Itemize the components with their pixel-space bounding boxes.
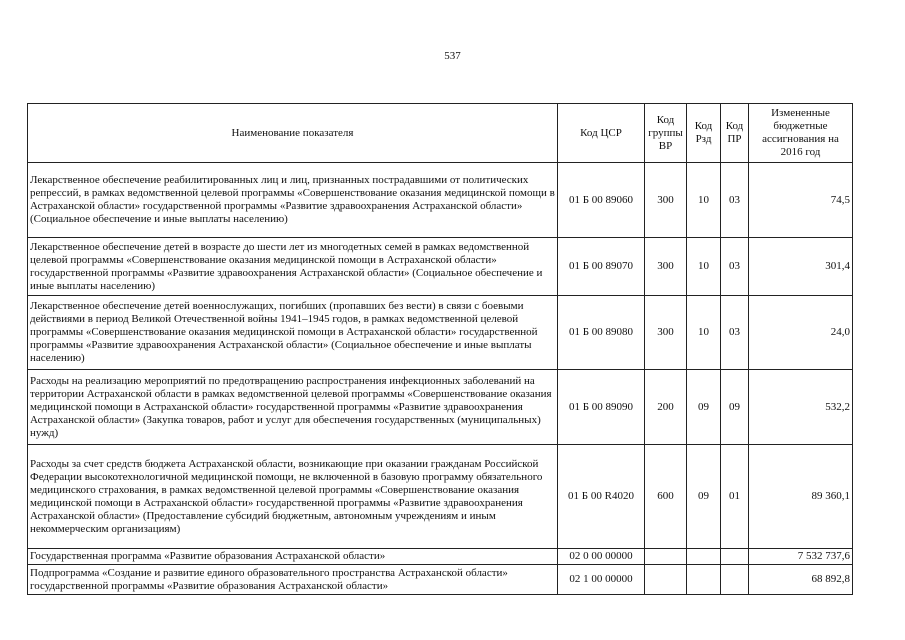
- row-csr: 02 1 00 00000: [558, 565, 645, 595]
- row-amount: 7 532 737,6: [749, 549, 853, 565]
- row-name: Лекарственное обеспечение детей в возрасте до шести лет из многодетных семей в рамках ведомственной целевой программы «Совершенствование оказания медицинской помощи в Астраханской области» государственной программы «Развитие здравоохранения Астраханской области» (Социальное обеспечение и иные выплаты населению): [28, 238, 558, 296]
- row-pr: [721, 565, 749, 595]
- row-name: Расходы за счет средств бюджета Астраханской области, возникающие при оказании гражданам Российской Федерации высокотехнологичной медицинской помощи, не включенной в базовую программу обязательного медицинского страхования, в рамках ведомственной целевой программы «Совершенствование оказания медицинской помощи в Астраханской области» государственной программы «Развитие здравоохранения Астраханской области» (Предоставление субсидий бюджетным, автономным учреждениям и иным некоммерческим организациям): [28, 445, 558, 549]
- header-rzd: Код Рзд: [687, 104, 721, 163]
- table-row: [28, 370, 853, 445]
- row-rzd: 09: [687, 445, 721, 549]
- row-csr: 01 Б 00 R4020: [558, 445, 645, 549]
- row-vr: [645, 565, 687, 595]
- table-row: [28, 163, 853, 238]
- row-name: Расходы на реализацию мероприятий по предотвращению распространения инфекционных заболеваний на территории Астраханской области в рамках ведомственной целевой программы «Совершенствование оказания медицинской помощи в Астраханской области» государственной программы «Развитие здравоохранения Астраханской области» (Закупка товаров, работ и услуг для обеспечения государственных (муниципальных) нужд): [28, 370, 558, 445]
- page-number: 537: [444, 50, 461, 62]
- table-header-row: [28, 104, 853, 163]
- table-row: [28, 296, 853, 370]
- header-amount: Измененные бюджетные ассигнования на 2016 год: [749, 104, 853, 163]
- row-vr: 600: [645, 445, 687, 549]
- row-amount: 74,5: [749, 163, 853, 238]
- row-rzd: 09: [687, 370, 721, 445]
- row-pr: 03: [721, 163, 749, 238]
- row-rzd: [687, 549, 721, 565]
- header-csr: Код ЦСР: [558, 104, 645, 163]
- row-csr: 01 Б 00 89060: [558, 163, 645, 238]
- row-amount: 68 892,8: [749, 565, 853, 595]
- table-row: [28, 445, 853, 549]
- budget-table: [27, 103, 853, 595]
- row-pr: 03: [721, 238, 749, 296]
- row-rzd: 10: [687, 163, 721, 238]
- row-vr: 200: [645, 370, 687, 445]
- row-name: Лекарственное обеспечение реабилитированных лиц и лиц, признанных пострадавшими от политических репрессий, в рамках ведомственной целевой программы «Совершенствование оказания медицинской помощи в Астраханской области» государственной программы «Развитие здравоохранения Астраханской области» (Социальное обеспечение и иные выплаты населению): [28, 163, 558, 238]
- row-vr: 300: [645, 163, 687, 238]
- row-name: Лекарственное обеспечение детей военнослужащих, погибших (пропавших без вести) в связи с боевыми действиями в период Великой Отечественной войны 1941–1945 годов, в рамках ведомственной целевой программы «Совершенствование оказания медицинской помощи в Астраханской области» государственной программы «Развитие здравоохранения Астраханской области» (Социальное обеспечение и иные выплаты населению): [28, 296, 558, 370]
- row-csr: 01 Б 00 89080: [558, 296, 645, 370]
- table-row: [28, 549, 853, 565]
- row-name: Государственная программа «Развитие образования Астраханской области»: [28, 549, 558, 565]
- row-vr: 300: [645, 296, 687, 370]
- table-row: [28, 565, 853, 595]
- row-pr: 09: [721, 370, 749, 445]
- row-csr: 01 Б 00 89090: [558, 370, 645, 445]
- row-csr: 01 Б 00 89070: [558, 238, 645, 296]
- row-amount: 24,0: [749, 296, 853, 370]
- row-pr: 01: [721, 445, 749, 549]
- row-amount: 89 360,1: [749, 445, 853, 549]
- row-vr: 300: [645, 238, 687, 296]
- header-pr: Код ПР: [721, 104, 749, 163]
- header-vr: Код группы ВР: [645, 104, 687, 163]
- row-amount: 301,4: [749, 238, 853, 296]
- row-amount: 532,2: [749, 370, 853, 445]
- row-rzd: 10: [687, 296, 721, 370]
- row-name: Подпрограмма «Создание и развитие единого образовательного пространства Астраханской области» государственной программы «Развитие образования Астраханской области»: [28, 565, 558, 595]
- row-rzd: 10: [687, 238, 721, 296]
- row-csr: 02 0 00 00000: [558, 549, 645, 565]
- row-pr: 03: [721, 296, 749, 370]
- table-row: [28, 238, 853, 296]
- row-pr: [721, 549, 749, 565]
- row-vr: [645, 549, 687, 565]
- header-name: Наименование показателя: [28, 104, 558, 163]
- row-rzd: [687, 565, 721, 595]
